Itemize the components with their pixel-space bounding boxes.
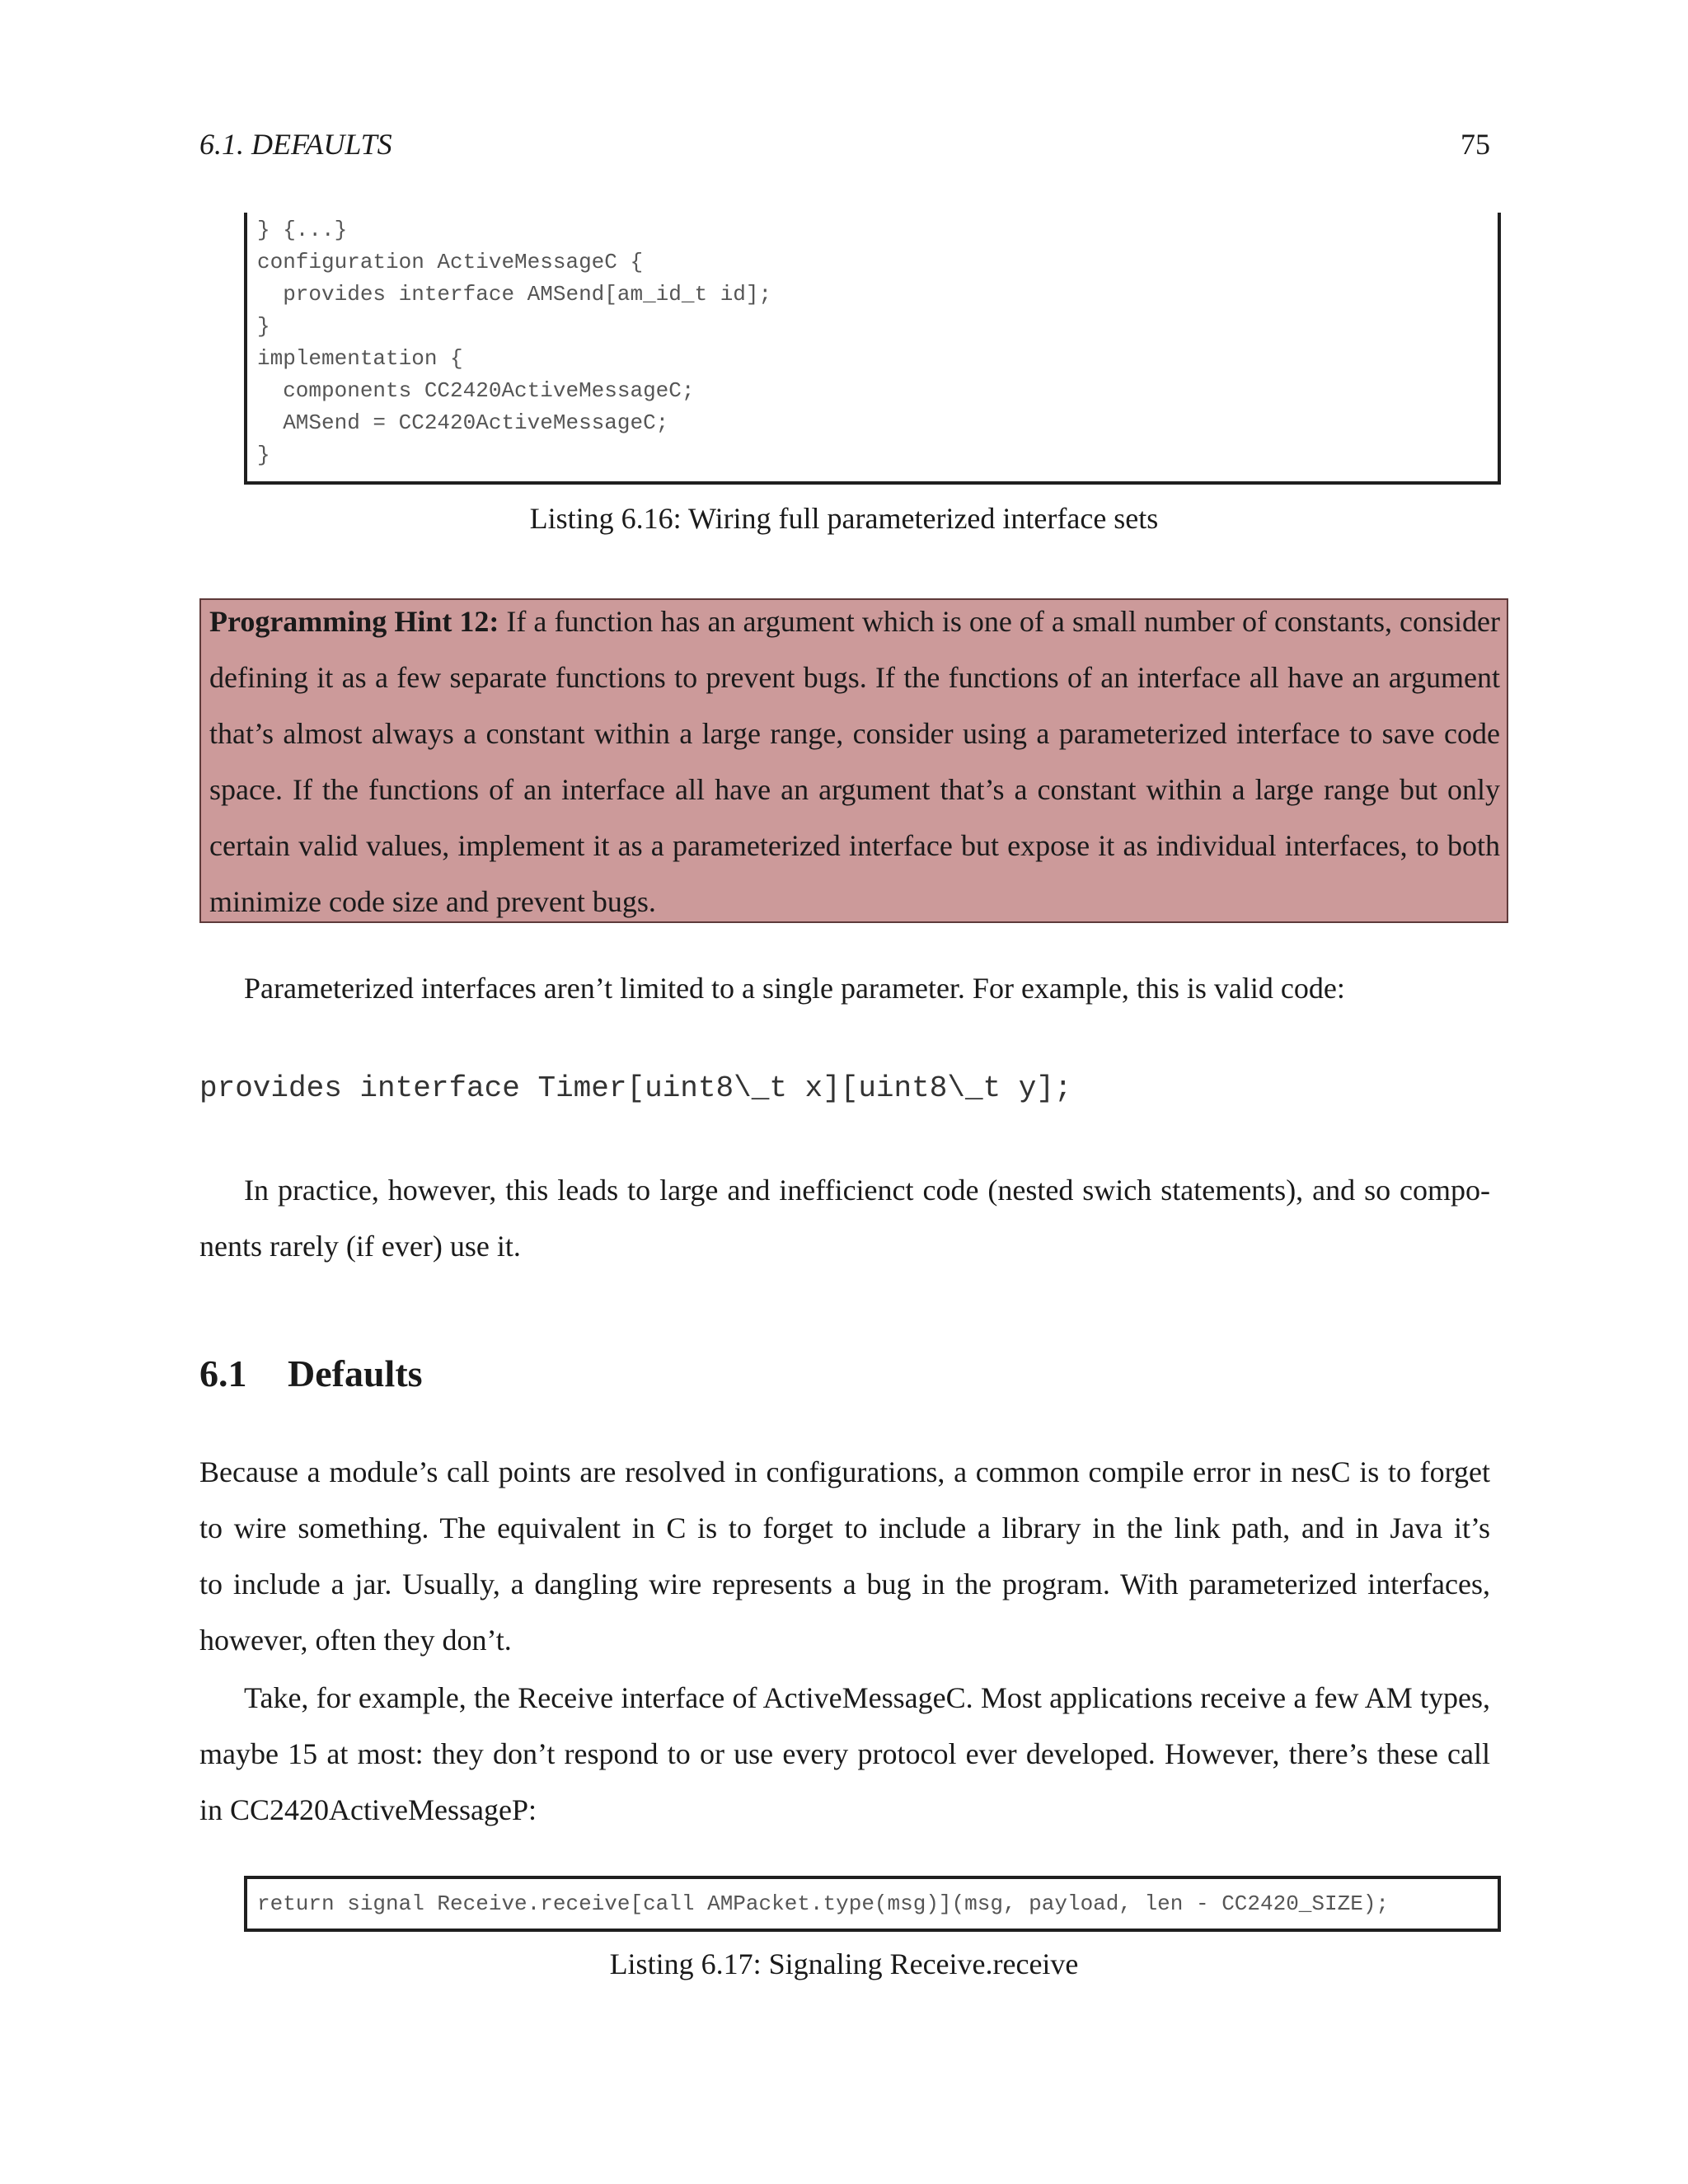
hint-title: Programming Hint 12: [209, 605, 499, 638]
listing-caption-6-17: Listing 6.17: Signaling Receive.receive [609, 1947, 1079, 1980]
paragraph-example-line: in CC2420ActiveMessageP: [199, 1793, 537, 1826]
listing-caption-6-16: Listing 6.16: Wiring full parameterized interface sets [529, 502, 1159, 535]
running-header-section: 6.1. DEFAULTS [199, 128, 392, 161]
hint-line: minimize code size and prevent bugs. [209, 885, 656, 918]
code-listing-6-16 [244, 213, 1501, 485]
paragraph-example-line: Take, for example, the Receive interface of ActiveMessageC. Most applications receive a few AM types, [244, 1681, 1490, 1714]
code-line: } [257, 443, 270, 467]
code-line: return signal Receive.receive[call AMPacket.type(msg)](msg, payload, len - CC2420_SIZE); [257, 1891, 1390, 1916]
code-line: components CC2420ActiveMessageC; [257, 378, 695, 403]
page-number: 75 [1461, 128, 1490, 161]
paragraph-example-line: maybe 15 at most: they don’t respond to or use every protocol ever developed. However, there’s these call [199, 1737, 1490, 1770]
section-title: Defaults [288, 1352, 423, 1394]
code-line: } [257, 314, 270, 339]
running-header [199, 127, 1490, 166]
code-line: implementation { [257, 346, 463, 371]
hint-line: space. If the functions of an interface all have an argument that’s a constant within a large range but only [209, 773, 1500, 806]
paragraph-multi-param: Parameterized interfaces aren’t limited to a single parameter. For example, this is valid code: [244, 972, 1345, 1005]
hint-line: defining it as a few separate functions to prevent bugs. If the functions of an interface all have an argument [209, 661, 1500, 694]
section-heading [199, 1352, 423, 1395]
code-listing-6-17 [244, 1876, 1501, 1932]
paragraph-defaults-line: to wire something. The equivalent in C is to forget to include a library in the link path, and in Java it’s [199, 1511, 1490, 1544]
paragraph-practice-line: In practice, however, this leads to large and inefficienct code (nested swich statements), and so compo- [244, 1174, 1490, 1207]
code-line: } {...} [257, 218, 348, 242]
paragraph-defaults-line: however, often they don’t. [199, 1624, 512, 1657]
inline-code-timer: provides interface Timer[uint8\_t x][uint8\_t y]; [199, 1071, 1072, 1105]
paragraph-defaults-line: Because a module’s call points are resolved in configurations, a common compile error in nesC is to forget [199, 1455, 1490, 1488]
code-line: AMSend = CC2420ActiveMessageC; [257, 410, 669, 435]
hint-line [209, 602, 1500, 641]
paragraph-practice-line: nents rarely (if ever) use it. [199, 1230, 521, 1263]
code-line: configuration ActiveMessageC { [257, 250, 644, 274]
code-line: provides interface AMSend[am_id_t id]; [257, 282, 772, 307]
hint-line: certain valid values, implement it as a parameterized interface but expose it as individual interfaces, to both [209, 829, 1500, 862]
section-number: 6.1 [199, 1352, 247, 1394]
programming-hint-box [199, 598, 1508, 923]
hint-text: If a function has an argument which is one of a small number of constants, consider [499, 605, 1500, 638]
paragraph-defaults-line: to include a jar. Usually, a dangling wire represents a bug in the program. With parameterized interfaces, [199, 1568, 1490, 1601]
hint-line: that’s almost always a constant within a large range, consider using a parameterized interface to save code [209, 717, 1500, 750]
